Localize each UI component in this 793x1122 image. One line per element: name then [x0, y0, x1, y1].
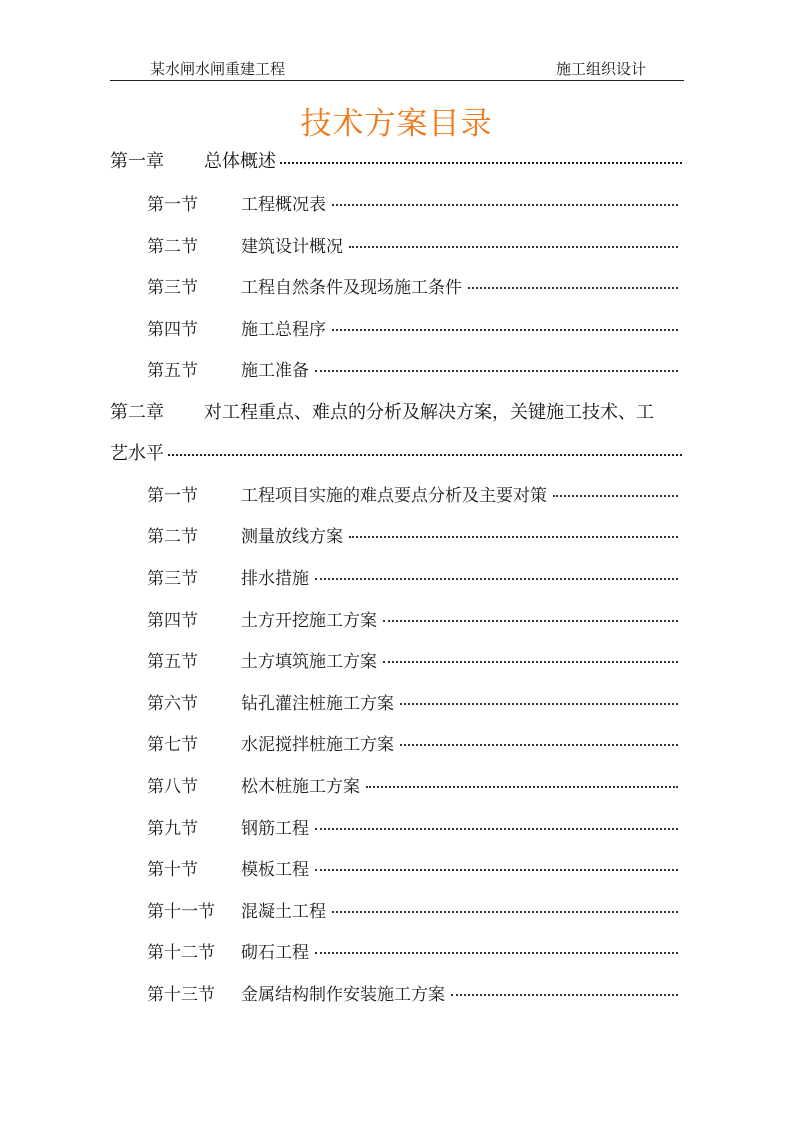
section-number: 第一节 — [147, 486, 198, 506]
chapter-title: 总体概述 — [204, 151, 276, 172]
section-title: 工程自然条件及现场施工条件 — [241, 278, 462, 298]
section-number: 第五节 — [147, 652, 198, 672]
dot-leader — [366, 782, 678, 788]
dot-leader — [332, 907, 678, 913]
section-title: 砌石工程 — [241, 943, 309, 963]
dot-leader — [315, 574, 678, 580]
section-number: 第十二节 — [147, 943, 215, 963]
section-number: 第九节 — [147, 819, 198, 839]
toc-section[interactable] — [147, 232, 682, 257]
toc-section[interactable] — [147, 522, 682, 547]
toc-section[interactable] — [147, 273, 682, 298]
page-title: 技术方案目录 — [300, 106, 493, 142]
section-title: 施工准备 — [241, 361, 309, 381]
dot-leader — [315, 948, 678, 954]
toc-section[interactable] — [147, 606, 682, 631]
dot-leader — [400, 699, 678, 705]
chapter-title-line-1: 对工程重点、难点的分析及解决方案，关键施工技术、工 — [204, 402, 654, 423]
section-number: 第四节 — [147, 611, 198, 631]
toc-section[interactable] — [147, 315, 682, 340]
section-number: 第二节 — [147, 237, 198, 257]
section-title: 施工总程序 — [241, 320, 326, 340]
dot-leader — [315, 366, 678, 372]
section-title: 工程项目实施的难点要点分析及主要对策 — [241, 486, 547, 506]
section-title: 测量放线方案 — [241, 527, 343, 547]
toc-section[interactable] — [147, 938, 682, 963]
dot-leader — [349, 532, 678, 538]
dot-leader — [315, 824, 678, 830]
chapter-number: 第二章 — [110, 402, 164, 423]
header-document-type: 施工组织设计 — [555, 60, 646, 78]
toc-section[interactable] — [147, 730, 682, 755]
section-title: 建筑设计概况 — [241, 237, 343, 257]
section-number: 第五节 — [147, 361, 198, 381]
toc-section[interactable] — [147, 481, 682, 506]
section-number: 第八节 — [147, 777, 198, 797]
dot-leader — [468, 283, 678, 289]
dot-leader — [168, 450, 682, 456]
toc-section[interactable] — [147, 689, 682, 714]
section-number: 第二节 — [147, 527, 198, 547]
toc-section[interactable] — [147, 772, 682, 797]
toc-section[interactable] — [147, 814, 682, 839]
section-title: 工程概况表 — [241, 195, 326, 215]
toc-section[interactable] — [147, 647, 682, 672]
dot-leader — [280, 158, 682, 164]
section-title: 混凝土工程 — [241, 902, 326, 922]
section-number: 第十一节 — [147, 902, 215, 922]
section-title: 钢筋工程 — [241, 819, 309, 839]
dot-leader — [553, 491, 678, 497]
section-number: 第十节 — [147, 860, 198, 880]
dot-leader — [332, 325, 678, 331]
section-number: 第四节 — [147, 320, 198, 340]
header-project-name: 某水闸水闸重建工程 — [150, 60, 286, 78]
chapter-title-line-2: 艺水平 — [110, 443, 164, 464]
section-number: 第六节 — [147, 694, 198, 714]
section-title: 模板工程 — [241, 860, 309, 880]
section-number: 第三节 — [147, 569, 198, 589]
section-title: 金属结构制作安装施工方案 — [241, 985, 445, 1005]
toc-section[interactable] — [147, 980, 682, 1005]
toc-section[interactable] — [147, 356, 682, 381]
section-title: 钻孔灌注桩施工方案 — [241, 694, 394, 714]
section-title: 土方开挖施工方案 — [241, 611, 377, 631]
toc-section[interactable] — [147, 564, 682, 589]
section-number: 第一节 — [147, 195, 198, 215]
dot-leader — [400, 740, 678, 746]
section-number: 第三节 — [147, 278, 198, 298]
section-number: 第十三节 — [147, 985, 215, 1005]
dot-leader — [315, 865, 678, 871]
dot-leader — [349, 242, 678, 248]
section-title: 水泥搅拌桩施工方案 — [241, 735, 394, 755]
dot-leader — [383, 616, 678, 622]
toc-section[interactable] — [147, 190, 682, 215]
page-header — [110, 58, 684, 81]
dot-leader — [332, 200, 678, 206]
toc-chapter-1[interactable] — [110, 147, 682, 173]
section-title: 松木桩施工方案 — [241, 777, 360, 797]
section-title: 土方填筑施工方案 — [241, 652, 377, 672]
toc-section[interactable] — [147, 855, 682, 880]
toc-chapter-2[interactable] — [110, 398, 682, 465]
chapter-number: 第一章 — [110, 151, 164, 172]
dot-leader — [451, 990, 678, 996]
section-number: 第七节 — [147, 735, 198, 755]
dot-leader — [383, 657, 678, 663]
section-title: 排水措施 — [241, 569, 309, 589]
toc-section[interactable] — [147, 897, 682, 922]
